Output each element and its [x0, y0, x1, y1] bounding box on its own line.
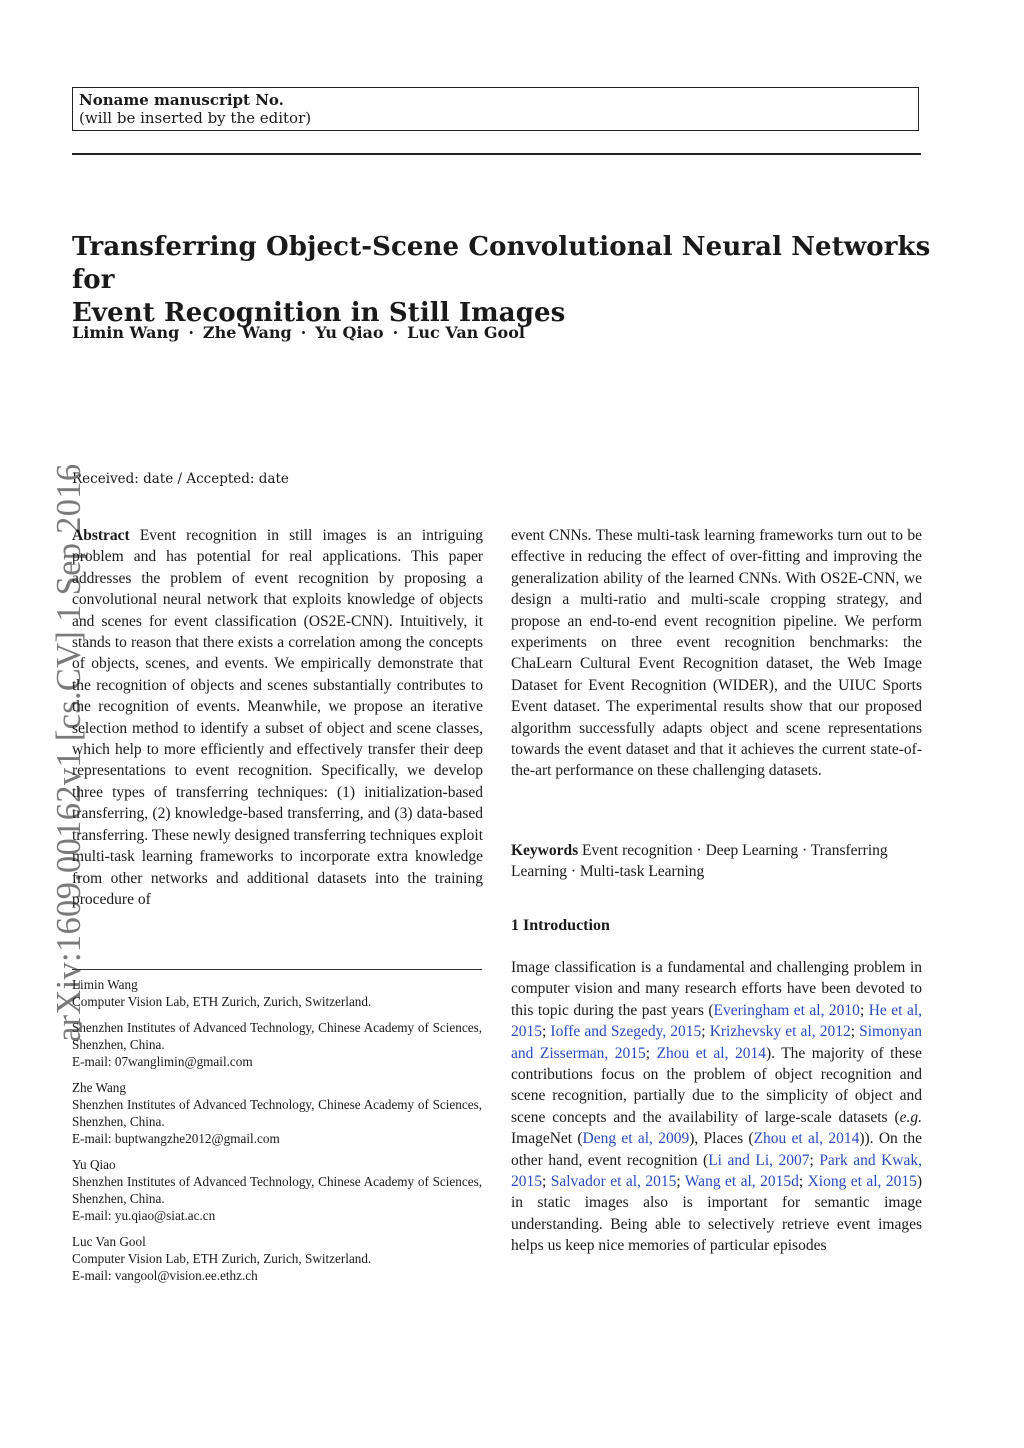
citation-link[interactable]: Zhou et al, 2014: [753, 1130, 860, 1148]
keywords-text: Event recognition · Deep Learning · Transferring Learning · Multi-task Learning: [511, 842, 888, 881]
intro-text: ImageNet (: [511, 1130, 583, 1148]
citation-separator: ;: [859, 1001, 869, 1019]
citation-separator: ;: [676, 1173, 685, 1191]
received-date: Received: date / Accepted: date: [72, 471, 289, 487]
header-rule: [72, 153, 921, 155]
affiliation-block: [72, 976, 482, 1010]
citation-separator: ;: [701, 1023, 710, 1041]
keywords-label: Keywords: [511, 842, 579, 859]
abstract-left: [72, 525, 483, 910]
manuscript-title: Noname manuscript No.: [79, 91, 284, 109]
author-name: Luc Van Gool: [407, 323, 525, 342]
abstract-text-left: Event recognition in still images is an intriguing problem and has potential for real applications. This paper addresses the problem of event recognition by proposing a convolutional neural network that exploits knowledge of objects and scenes for event classification (OS2E-CNN). Intuitively, it stands to reason that there exists a correlation among the concepts of objects, scenes, and events. We empirically demonstrate that the recognition of objects and scenes substantially contributes to the recognition of events. Meanwhile, we propose an iterative selection method to identify a subset of object and scene classes, which help to more efficiently and effectively transfer their deep representations to event recognition. Specifically, we develop three types of transferring techniques: (1) initialization-based transferring, (2) knowledge-based transferring, and (3) data-based transferring. These newly designed transferring techniques exploit multi-task learning frameworks to incorporate extra knowledge from other networks and additional datasets into the training procedure of: [72, 527, 483, 908]
affiliation-name: Zhe Wang: [72, 1080, 126, 1095]
section-heading: 1 Introduction: [511, 917, 610, 934]
affiliation-name: Yu Qiao: [72, 1157, 116, 1172]
citation-link[interactable]: Salvador et al, 2015: [550, 1173, 677, 1191]
introduction-text: [511, 957, 922, 1257]
citation-link[interactable]: Li and Li, 2007: [708, 1151, 810, 1169]
title-line-2: Event Recognition in Still Images: [72, 298, 566, 328]
author-separator: ·: [188, 323, 194, 342]
affiliation-block: [72, 1019, 482, 1070]
citation-separator: ;: [542, 1173, 551, 1191]
author-name: Yu Qiao: [315, 323, 384, 342]
affiliation-email: E-mail: yu.qiao@siat.ac.cn: [72, 1208, 216, 1223]
affiliation-email: E-mail: 07wanglimin@gmail.com: [72, 1054, 253, 1069]
intro-text: ). The majority of these contributions focus on the problem of object recognition and scene recognition, partially due to the simplicity of object and scene concepts and the availability of large-scale datasets (: [511, 1044, 922, 1126]
affiliations: [72, 976, 482, 1293]
intro-text: Image classification is a fundamental and challenging problem in computer vision and many research efforts have been devoted to this topic during the past years (: [511, 959, 922, 1019]
citation-link[interactable]: Everingham et al, 2010: [713, 1001, 860, 1019]
citation-link[interactable]: Deng et al, 2009: [582, 1130, 690, 1148]
affiliation-rule: [72, 969, 482, 970]
affiliation-name: Limin Wang: [72, 977, 138, 992]
citation-link[interactable]: Simonyan and Zisserman, 2015: [511, 1023, 922, 1062]
affiliation-line: Shenzhen Institutes of Advanced Technology, Chinese Academy of Sciences, Shenzhen, China.: [72, 1097, 482, 1129]
manuscript-subtitle: (will be inserted by the editor): [79, 109, 312, 127]
author-separator: ·: [300, 323, 307, 342]
citation-separator: ;: [850, 1023, 860, 1041]
affiliation-line: Shenzhen Institutes of Advanced Technology, Chinese Academy of Sciences, Shenzhen, China.: [72, 1174, 482, 1206]
intro-text: ) in static images also is important for semantic image understanding. Being able to selectively retrieve event images helps us keep nice memories of particular episodes: [511, 1173, 922, 1255]
citation-separator: ;: [645, 1044, 657, 1062]
citation-link[interactable]: He et al, 2015: [511, 1001, 923, 1041]
citation-link[interactable]: Park and Kwak, 2015: [511, 1151, 922, 1191]
abstract-right: event CNNs. These multi-task learning frameworks turn out to be effective in reducing the effect of over-fitting and improving the generalization ability of the learned CNNs. With OS2E-CNN, we design a multi-ratio and multi-scale cropping strategy, and propose an end-to-end event recognition pipeline. We perform experiments on three event recognition benchmarks: the ChaLearn Cultural Event Recognition dataset, the Web Image Dataset for Event Recognition (WIDER), and the UIUC Sports Event dataset. The experimental results show that our proposed algorithm successfully adapts object and scene representations towards the event dataset and that it achieves the current state-of-the-art performance on these challenging datasets.: [511, 527, 922, 780]
affiliation-line: Computer Vision Lab, ETH Zurich, Zurich, Switzerland.: [72, 1251, 372, 1266]
author-name: Limin Wang: [72, 323, 180, 342]
affiliation-line: Shenzhen Institutes of Advanced Technology, Chinese Academy of Sciences, Shenzhen, China.: [72, 1020, 482, 1052]
intro-text: )). On the other hand, event recognition (: [511, 1130, 922, 1169]
author-list: [72, 323, 525, 342]
keywords: [511, 840, 922, 883]
citation-link[interactable]: Ioffe and Szegedy, 2015: [550, 1023, 702, 1041]
arxiv-stamp: arXiv:1609.00162v1 [cs.CV] 1 Sep 2016: [50, 463, 88, 1042]
citation-separator: ;: [809, 1151, 820, 1169]
title-line-1: Transferring Object-Scene Convolutional Neural Networks for: [72, 232, 931, 295]
affiliation-email: E-mail: vangool@vision.ee.ethz.ch: [72, 1268, 258, 1283]
author-name: Zhe Wang: [202, 323, 292, 342]
affiliation-block: [72, 1156, 482, 1224]
citation-link[interactable]: Krizhevsky et al, 2012: [709, 1023, 851, 1041]
manuscript-box: [72, 87, 919, 131]
citation-separator: ;: [798, 1173, 808, 1191]
citation-link[interactable]: Wang et al, 2015d: [684, 1173, 799, 1191]
affiliation-block: [72, 1079, 482, 1147]
citation-link[interactable]: Xiong et al, 2015: [807, 1173, 917, 1191]
citation-link[interactable]: Zhou et al, 2014: [656, 1044, 766, 1062]
affiliation-name: Luc Van Gool: [72, 1234, 146, 1249]
abstract-label: Abstract: [72, 527, 130, 544]
author-separator: ·: [392, 323, 399, 342]
affiliation-email: E-mail: buptwangzhe2012@gmail.com: [72, 1131, 280, 1146]
affiliation-block: [72, 1233, 482, 1284]
citation-separator: ;: [542, 1023, 551, 1041]
affiliation-line: Computer Vision Lab, ETH Zurich, Zurich, Switzerland.: [72, 994, 372, 1009]
intro-eg: e.g.: [899, 1108, 922, 1126]
paper-title: [72, 231, 972, 330]
intro-text: ), Places (: [689, 1130, 754, 1148]
